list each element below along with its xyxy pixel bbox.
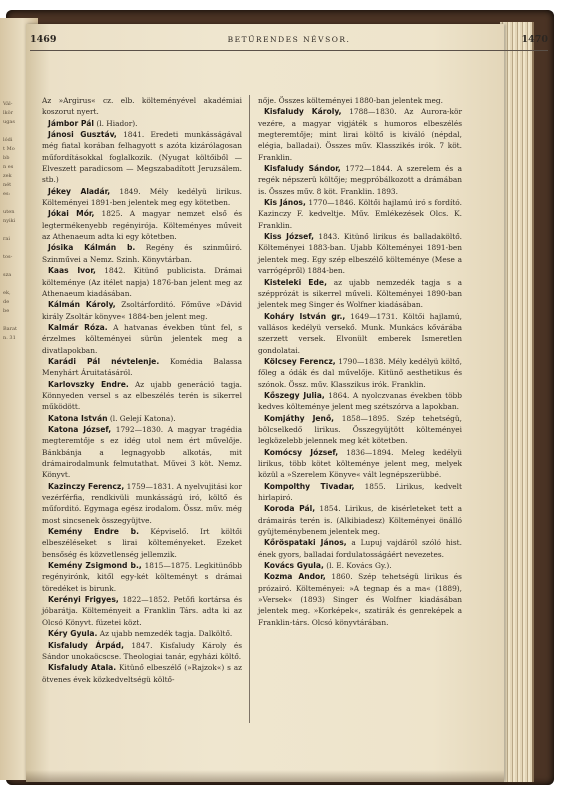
entry-name: Kiss József, [264, 232, 315, 242]
entry-name: Katona József, [48, 424, 112, 434]
entry-name: Kőszegy Julia, [264, 390, 325, 400]
entry-paragraph [42, 640, 242, 663]
running-title: BETŰRENDES NÉVSOR. [227, 35, 351, 44]
entry-paragraph [42, 118, 242, 129]
entry-name: Kisfaludy Atala. [48, 663, 117, 673]
entry-name: Kozma Andor, [264, 572, 326, 582]
entry-text: Kitünő elbeszélő (»Rajzok«) s az ötvenes évek közkedveltségü költő- [42, 663, 243, 684]
entry-text: 1759—1831. A nyelvujitási kor vezérférfia, rendkivüli munkásságú iró, költő és műforditó. Egymagа egész irodalom. Össz. műv. még most sincsenek összegyüjtve. [42, 481, 242, 525]
entry-text: 1854. Lirikus, de kisérleteket tett a drámairás terén is. (Alkibiadesz) Költeményei önálló gyüjteménybenem jelentek meg. [258, 504, 463, 537]
entry-paragraph [258, 277, 462, 311]
entry-paragraph [42, 356, 242, 379]
entry-paragraph [42, 186, 242, 209]
entry-text: Képviselő. Irt költői elbeszéléseket s lirai költeményeket. Ezeket bensőség és közvetlenség jellemzik. [42, 527, 243, 559]
entry-text: 1841. Eredeti munkásságával még fiatal korában felhagyott s azóta kizárólagosan műfordításokkal foglalkozik. (Nyugat költőiből — Elveszett paradicsom — Megszabadított Jeruzsálem. stb.) [42, 130, 242, 185]
entry-name: Jánosi Gusztáv, [48, 130, 117, 140]
entry-paragraph [42, 242, 242, 265]
entry-name: Katona István [48, 413, 108, 423]
entry-name: Kompolthy Tivadar, [264, 481, 355, 491]
left-column [42, 95, 242, 685]
entry-name: Kemény Zsigmond b., [48, 561, 142, 571]
entry-paragraph [42, 560, 242, 594]
entry-text: (l. Gelejí Katona). [107, 413, 176, 423]
entry-text: 1836—1894. Meleg kedélyü lirikus, több kötet költeménye jelent meg, melyek közül a »Szerelem Könyve« vált legnépszerübbé. [258, 447, 462, 480]
entry-paragraph [258, 503, 462, 537]
entry-name: Kölcsey Ferencz, [264, 356, 336, 366]
header-rule [30, 50, 548, 51]
entry-paragraph [42, 129, 242, 186]
entry-name: Kazinczy Ferencz, [48, 481, 125, 491]
column-divider [249, 95, 250, 723]
entry-paragraph [258, 560, 462, 571]
entry-paragraph [42, 208, 242, 242]
entry-name: Kisteleki Ede, [264, 277, 327, 287]
entry-paragraph [258, 537, 462, 560]
entry-name: Koháry István gr., [264, 311, 346, 321]
entry-paragraph [42, 481, 242, 526]
entry-text: 1847. Kisfaludy Károly és Sándor unokaöcscse. Theologiai tanár, egyházi költő. [42, 640, 242, 661]
entry-name: Kaas Ivor, [48, 266, 96, 276]
left-page-text-fragment: Vál- lkör ugas lódi t Mo bb n es zek nét es: uten nyiki rai tos- sza ek, de be Barat n. 31 [3, 101, 18, 341]
entry-paragraph [42, 95, 242, 118]
entry-text: Az ujabb nemzedék tagja. Dalköltő. [97, 629, 233, 639]
entry-text: 1649—1731. Költői hajlamú, vallásos kedélyü versekő. Munk. Munkács kővárába szerzett versek. Elvonült emberek Ismeretlen gondolatai. [258, 311, 462, 355]
page-number-left: 1469 [30, 34, 57, 45]
entry-name: Kemény Endre b. [48, 527, 139, 537]
entry-text: 1790—1838. Mély kedélyü költő, főleg a ódák és dal művelője. Kitünő aesthetikus és szónok. Össz. műv. Klasszikus irók. Franklin. [258, 356, 462, 389]
entry-text: 1788—1830. Az Aurora-kör vezére, a magyar vigjáték s humoros elbeszélés megteremtője; mint lirai költő is kiváló (népdal, elégia, balladai). Összes műv. Klasszikés irók. 7 köt. Franklin. [258, 107, 462, 162]
entry-paragraph [258, 311, 462, 356]
entry-name: Karádi Pál névtelenje. [48, 356, 160, 366]
entry-paragraph [42, 265, 242, 299]
entry-name: Kis János, [264, 198, 306, 208]
entry-name: Kéry Gyula. [48, 629, 98, 639]
entry-name: Kovács Gyula, [264, 561, 324, 571]
entry-text: 1770—1846. Költői hajlamú iró s fordító. Kazinczy F. kedveltje. Műv. Emlékezések Olcs. K. Franklin. [258, 198, 462, 230]
entry-name: Kőröspataki János, [264, 538, 347, 548]
entry-paragraph [258, 356, 462, 390]
entry-text: (l. E. Kovács Gy.). [323, 561, 392, 571]
entry-name: Koroda Pál, [264, 504, 316, 514]
entry-text: 1849. Mély kedélyü lirikus. Költeményei 1891-ben jelentek meg egy kötetben. [42, 186, 242, 208]
entry-paragraph [258, 447, 462, 481]
entry-paragraph [258, 413, 462, 447]
entry-text: 1843. Kitünő lirikus és balladaköltő. Költeményei 1883-ban. Ujabb Költeményei 1891-ben jelentek meg. Egy szép elbeszélő költeménye (Mese a varrógépről) 1884-ben. [258, 232, 462, 276]
entry-text: 1772—1844. A szerelem és a regék népszerü költője; megpróbálkozott a drámában is. Összes műv. 8 köt. Franklin. 1893. [258, 164, 462, 196]
entry-text: 1815—1875. Legkitünőbb regényirónk, kitől egy-két költeményt s drámai töredéket is birunk. [42, 561, 242, 593]
entry-name: Kisfaludy Árpád, [48, 640, 124, 650]
entry-text: nője. Összes költeményei 1880-ban jelentek meg. [258, 96, 444, 105]
entry-text: 1860. Szép tehetségü lirikus és prózairó. Költeményei: »A tegnap és a ma« (1889), »Versek« (1893) Singer és Wolfner kiadásában jelentek meg. »Korképek«, szatirák és genreképek a Franklin-társ. Olcsó könyvtárában. [258, 572, 462, 627]
entry-paragraph [258, 106, 462, 163]
entry-name: Jámbor Pál [48, 118, 94, 128]
entry-text: az ujabb nemzedék tagja s a szépprózát is sikerrel műveli. Költeményei 1890-ban jelentek meg Singer és Wolfner kiadásában. [258, 277, 462, 310]
entry-text: 1855. Lirikus, kedvelt hirlapiró. [258, 481, 462, 503]
entry-text: 1792—1830. A magyar tragédia megteremtője s ez idég utol nem ért művelője. Bánkbánja a legnagyobb alkotás, mit drámairodalmunk felmutathat. Művei 3 köt. Nemz. Könyvt. [42, 424, 243, 480]
entry-name: Kerényi Frigyes, [48, 595, 119, 605]
entry-name: Jósika Kálmán b. [48, 243, 136, 253]
entry-paragraph [258, 390, 462, 413]
entry-name: Kisfaludy Károly, [264, 107, 342, 117]
entry-paragraph [42, 322, 242, 356]
entry-text: 1864. A nyolczvanas években több kedves költeménye jelent meg szétszórva a lapokban. [258, 390, 462, 412]
entry-text: 1825. A magyar nemzet első és legtermékenyebb regényirója. Költeményes műveit az Athenaeum adta ki egy kötetben. [42, 209, 242, 242]
page-number-right: 1470 [521, 34, 548, 45]
entry-text: Komédia Balassa Menyhárt Áruitatásáról. [42, 356, 242, 378]
entry-text: Zsoltárforditó. Főműve »Dávid király Zsoltár könyve« 1884-ben jelent meg. [42, 300, 242, 321]
entry-text: 1842. Kitünő publicista. Drámai költeménye (Az itélet napja) 1876-ban jelent meg az Athenaeum kiadásában. [42, 266, 242, 298]
entry-text: A hatvanas években tünt fel, s érzelmes költeményei sürün jelentek meg a divatlapokban. [42, 322, 243, 355]
entry-name: Kisfaludy Sándor, [264, 164, 341, 174]
entry-text: Az »Argirus« cz. elb. költeményével akadémiai koszorut nyert. [42, 96, 242, 117]
entry-name: Kalmár Róza. [48, 322, 108, 332]
entry-paragraph [42, 413, 242, 424]
entry-paragraph [258, 163, 462, 197]
entry-paragraph [258, 231, 462, 276]
entry-paragraph [258, 95, 462, 106]
entry-paragraph [42, 628, 242, 639]
entry-name: Jókai Mór, [48, 209, 95, 219]
entry-paragraph [258, 481, 462, 504]
entry-name: Jékey Aladár, [48, 186, 111, 196]
entry-text: Regény és szinműiró. Szinművei a Nemz. Szinh. Könyvtárban. [42, 243, 242, 264]
entry-paragraph [42, 299, 242, 322]
entry-text: 1822—1852. Petőfi kortársa és jóbarátja. Költeményeit a Franklin Társ. adta ki az Olcsó Könyvt. füzetei közt. [42, 595, 243, 627]
right-column [258, 95, 462, 628]
entry-paragraph [42, 424, 242, 481]
entry-paragraph [258, 571, 462, 628]
entry-paragraph [42, 594, 242, 628]
entry-paragraph [42, 379, 242, 413]
page-bottom-shadow [26, 770, 504, 782]
page-edges [500, 22, 534, 782]
entry-name: Kálmán Károly, [48, 300, 116, 310]
entry-text: 1858—1895. Szép tehetségü, bölcselkedő lirikus. Összegyüjtött költeményei legközelebb jelennek meg két kötetben. [258, 413, 462, 446]
entry-name: Komjáthy Jenő, [264, 413, 335, 423]
entry-name: Komócsy József, [264, 447, 339, 457]
page-header [30, 34, 548, 50]
entry-text: a Lupuj vajdáról szóló hist. ének gyors, balladai fordulatosságáért nevezetes. [258, 538, 462, 559]
entry-paragraph [42, 662, 242, 685]
entry-name: Karlovszky Endre. [48, 379, 129, 389]
entry-text: Az ujabb generáció tagja. Könnyeden versel s az elbeszélés terén is sikerrel működött. [42, 379, 242, 412]
entry-paragraph [42, 526, 242, 560]
entry-paragraph [258, 197, 462, 231]
entry-text: (l. Hiador). [94, 118, 138, 128]
